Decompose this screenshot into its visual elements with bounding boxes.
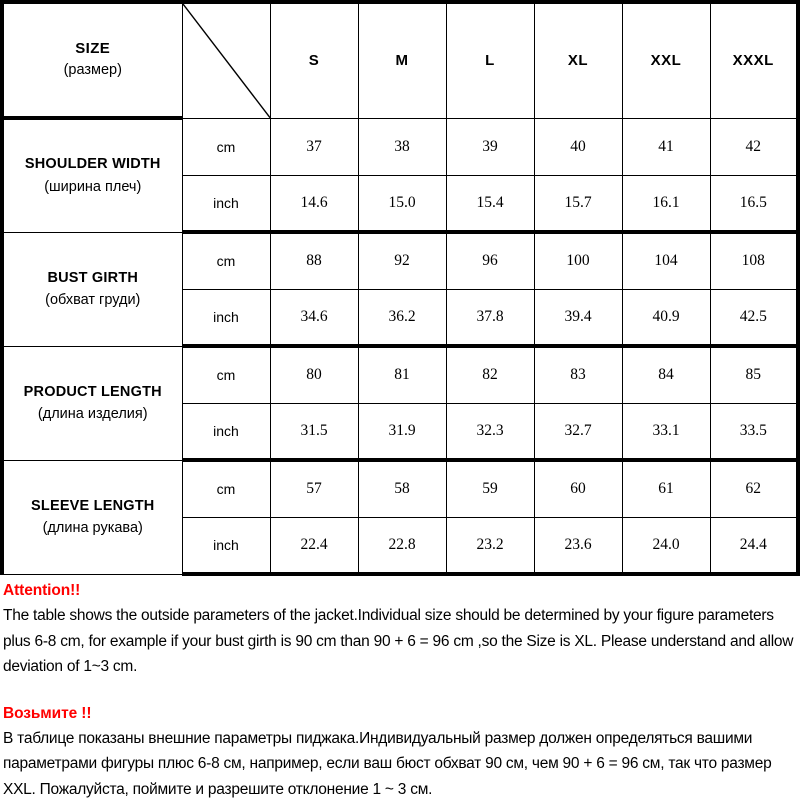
cell-bust-cm-xxl: 104 [622,232,710,289]
row-label-title: SLEEVE LENGTH [31,497,155,514]
cell-sleeve-cm-xl: 60 [534,460,622,517]
header-size-s: S [270,2,358,118]
cell-sleeve-inch-xxxl: 24.4 [710,517,798,574]
cell-shoulder-inch-m: 15.0 [358,175,446,232]
cell-sleeve-inch-s: 22.4 [270,517,358,574]
cell-sleeve-cm-xxl: 61 [622,460,710,517]
note-russian [3,701,798,802]
header-size-l: L [446,2,534,118]
cell-bust-inch-l: 37.8 [446,289,534,346]
row-label-shoulder-width [2,118,182,232]
cell-sleeve-cm-xxxl: 62 [710,460,798,517]
row-label-subtitle: (обхват груди) [45,292,141,309]
cell-length-inch-xxxl: 33.5 [710,403,798,460]
cell-length-cm-xl: 83 [534,346,622,403]
header-size-xxxl: XXXL [710,2,798,118]
cell-sleeve-cm-m: 58 [358,460,446,517]
cell-shoulder-cm-xxl: 41 [622,118,710,175]
table-row [2,118,798,175]
cell-bust-inch-xxxl: 42.5 [710,289,798,346]
cell-sleeve-inch-l: 23.2 [446,517,534,574]
cell-sleeve-cm-l: 59 [446,460,534,517]
unit-cell-inch: inch [182,403,270,460]
cell-shoulder-inch-l: 15.4 [446,175,534,232]
row-label-product-length [2,346,182,460]
table-row [2,460,798,517]
cell-bust-inch-s: 34.6 [270,289,358,346]
header-size-subtitle: (размер) [63,62,122,79]
diagonal-slash-icon [182,2,270,118]
header-size-title: SIZE [75,39,111,57]
cell-shoulder-cm-xl: 40 [534,118,622,175]
cell-length-inch-m: 31.9 [358,403,446,460]
cell-bust-inch-xxl: 40.9 [622,289,710,346]
cell-shoulder-inch-xxl: 16.1 [622,175,710,232]
cell-length-cm-xxl: 84 [622,346,710,403]
table-row [2,232,798,289]
unit-cell-cm: cm [182,118,270,175]
note-russian-body: В таблице показаны внешние параметры пиджака.Индивидуальный размер должен определяться вашими параметрами фигуры плюс 6-8 см, например, если ваш бюст обхват 90 см, чем 90 + 6 = 96 см, так что размер XXL. Пожалуйста, поймите и разрешите отклонение 1 ~ 3 см. [3,730,772,798]
cell-sleeve-inch-xxl: 24.0 [622,517,710,574]
cell-sleeve-cm-s: 57 [270,460,358,517]
cell-length-cm-l: 82 [446,346,534,403]
cell-bust-cm-l: 96 [446,232,534,289]
unit-cell-inch: inch [182,175,270,232]
cell-bust-cm-m: 92 [358,232,446,289]
header-size-cell [2,2,182,118]
notes-divider-gap [3,679,798,701]
cell-length-inch-xl: 32.7 [534,403,622,460]
row-label-title: BUST GIRTH [47,269,139,286]
cell-length-cm-s: 80 [270,346,358,403]
cell-shoulder-cm-xxxl: 42 [710,118,798,175]
cell-sleeve-inch-m: 22.8 [358,517,446,574]
note-english [3,578,798,679]
unit-cell-cm: cm [182,460,270,517]
row-label-title: PRODUCT LENGTH [23,383,162,400]
cell-shoulder-inch-xxxl: 16.5 [710,175,798,232]
note-english-body: The table shows the outside parameters of the jacket.Individual size should be determined by your figure parameters plus 6-8 cm, for example if your bust girth is 90 cm than 90 + 6 = 96 cm ,so the Size is XL. Please understand and allow deviation of 1~3 cm. [3,607,794,675]
cell-shoulder-cm-s: 37 [270,118,358,175]
row-label-subtitle: (длина рукава) [42,520,143,537]
cell-bust-cm-xxxl: 108 [710,232,798,289]
unit-cell-inch: inch [182,517,270,574]
row-label-subtitle: (длина изделия) [37,406,148,423]
cell-length-inch-xxl: 33.1 [622,403,710,460]
table-header-row [2,2,798,118]
cell-length-cm-xxxl: 85 [710,346,798,403]
row-label-subtitle: (ширина плеч) [44,178,142,195]
header-size-xl: XL [534,2,622,118]
cell-length-cm-m: 81 [358,346,446,403]
cell-sleeve-inch-xl: 23.6 [534,517,622,574]
cell-length-inch-s: 31.5 [270,403,358,460]
table-row [2,346,798,403]
cell-shoulder-cm-l: 39 [446,118,534,175]
cell-length-inch-l: 32.3 [446,403,534,460]
cell-shoulder-cm-m: 38 [358,118,446,175]
cell-shoulder-inch-s: 14.6 [270,175,358,232]
cell-bust-inch-xl: 39.4 [534,289,622,346]
row-label-sleeve-length [2,460,182,574]
note-english-title: Attention!! [3,582,81,600]
unit-cell-inch: inch [182,289,270,346]
note-russian-title: Возьмите !! [3,705,92,723]
header-size-xxl: XXL [622,2,710,118]
row-label-title: SHOULDER WIDTH [24,156,161,173]
unit-cell-cm: cm [182,346,270,403]
cell-bust-cm-s: 88 [270,232,358,289]
unit-cell-cm: cm [182,232,270,289]
row-label-bust-girth [2,232,182,346]
cell-bust-inch-m: 36.2 [358,289,446,346]
cell-shoulder-inch-xl: 15.7 [534,175,622,232]
notes-section [0,576,802,802]
header-size-m: M [358,2,446,118]
cell-bust-cm-xl: 100 [534,232,622,289]
